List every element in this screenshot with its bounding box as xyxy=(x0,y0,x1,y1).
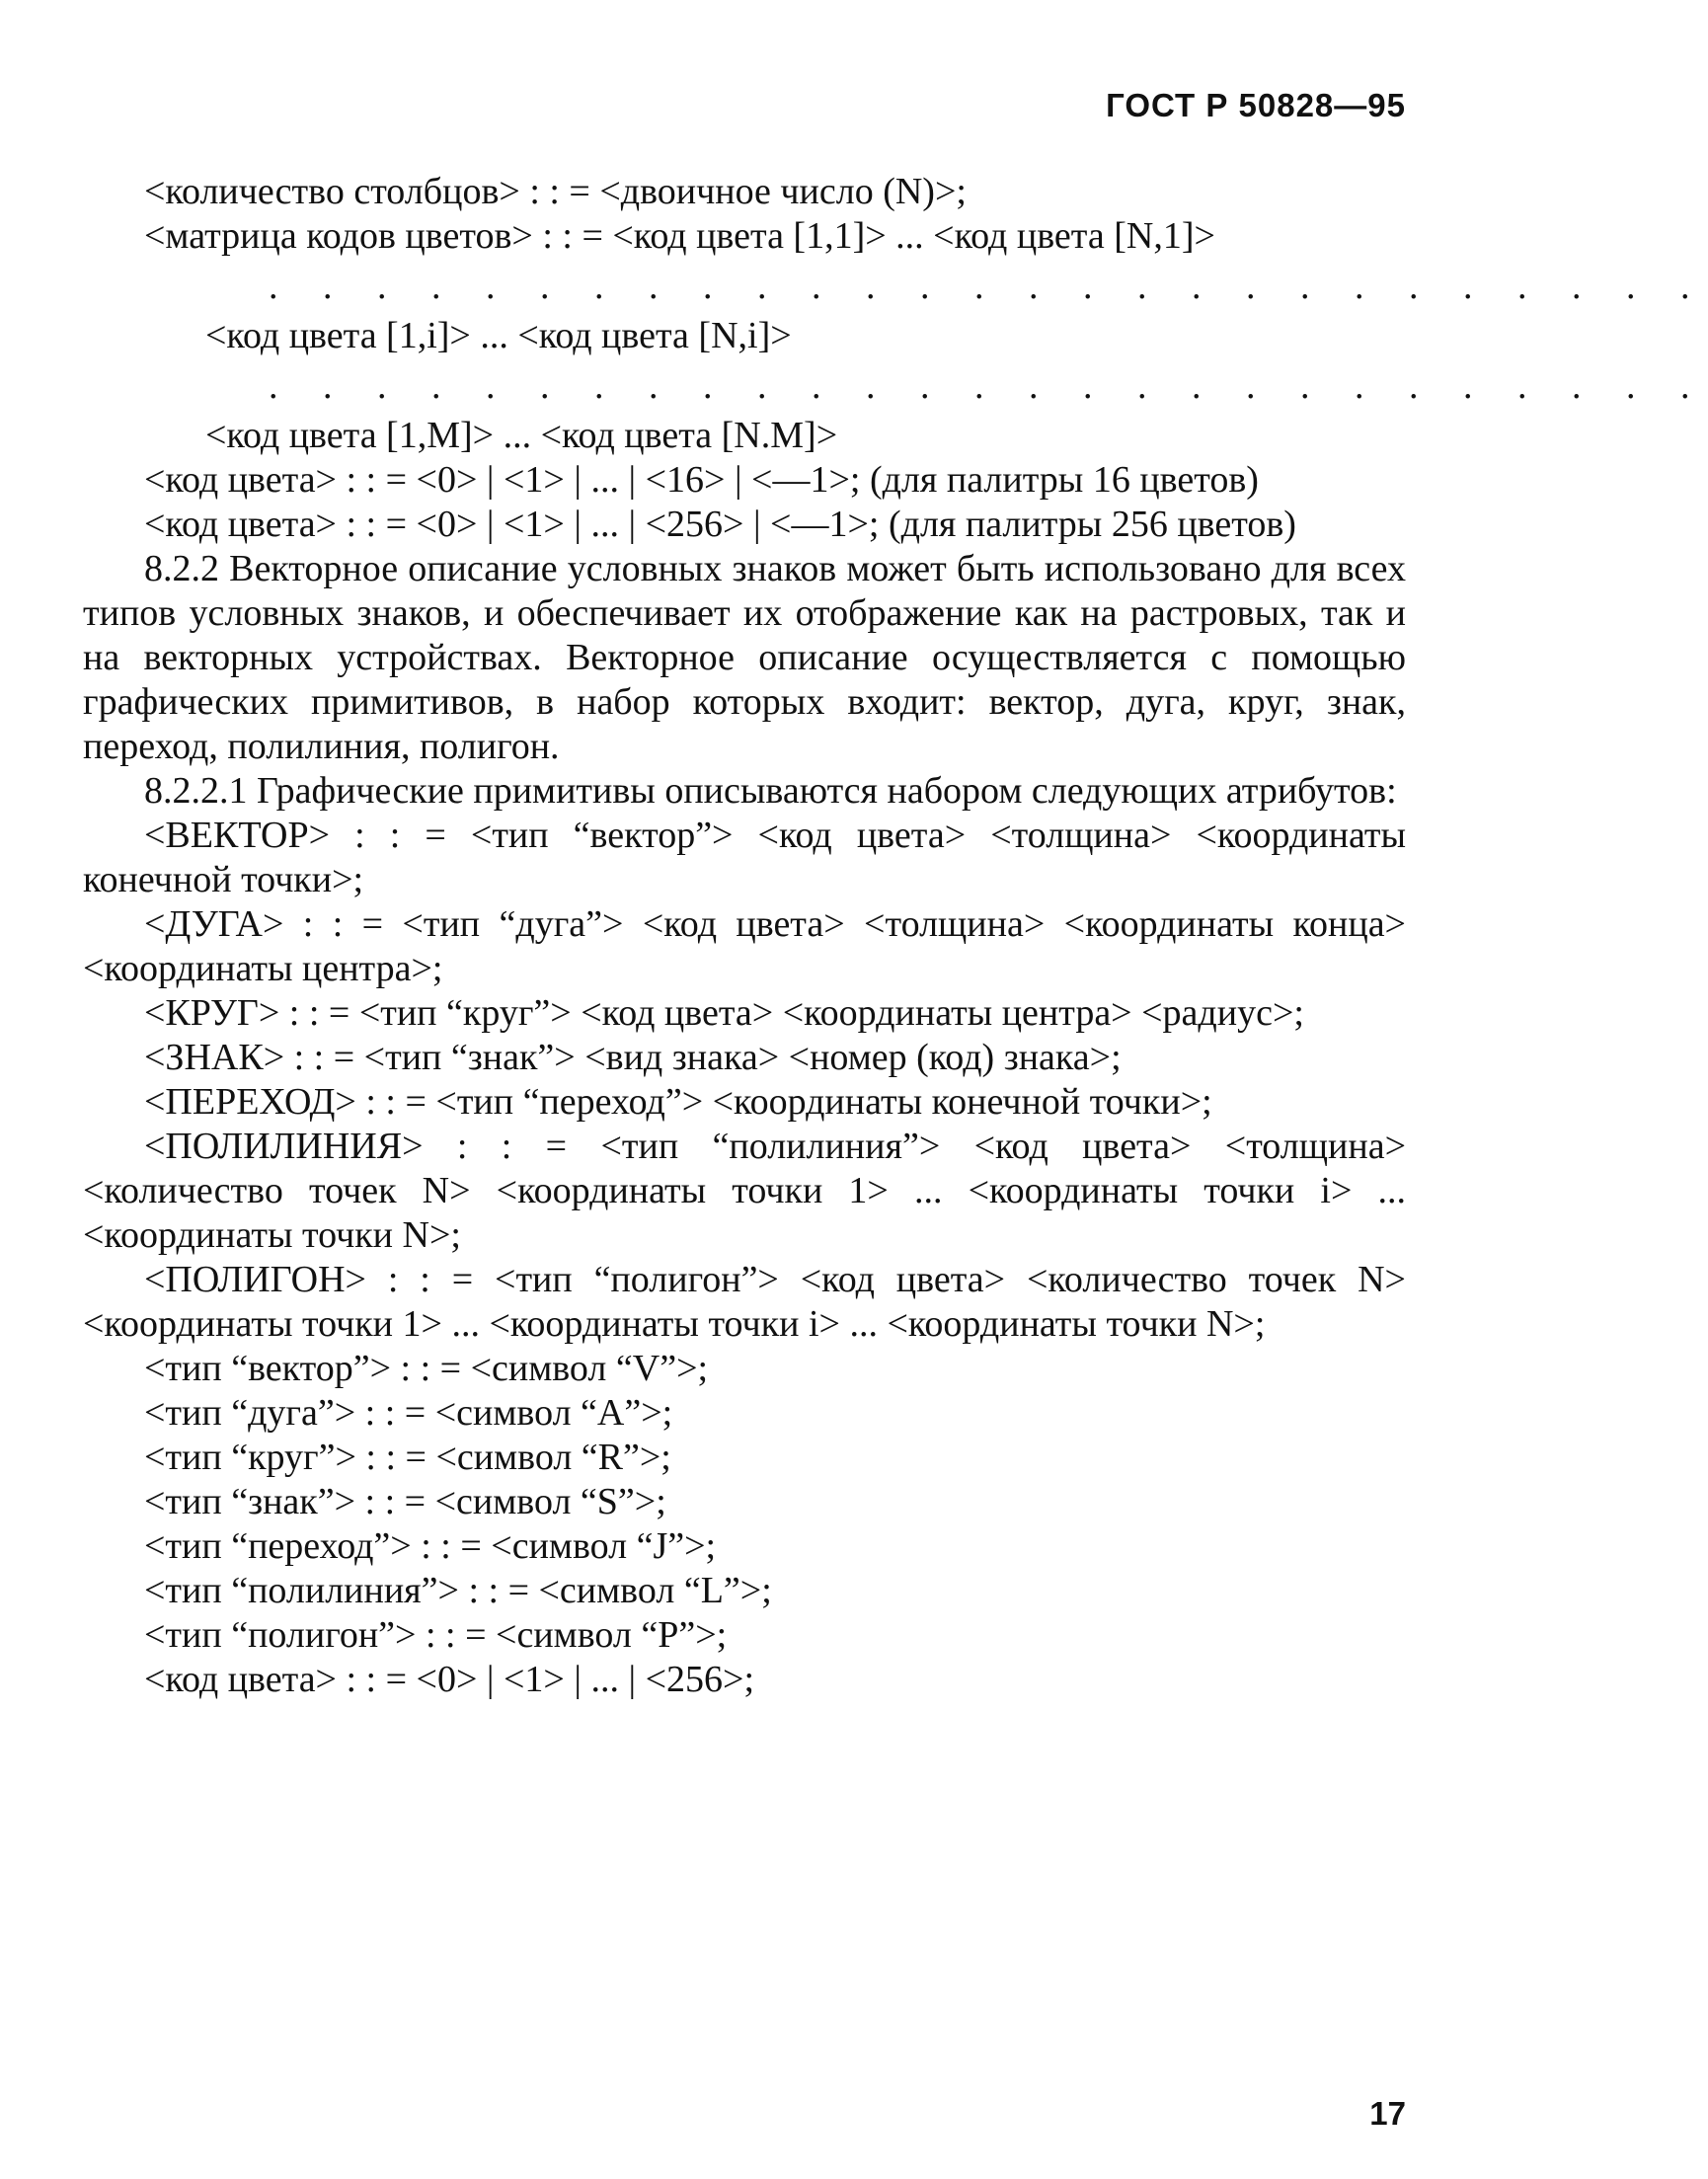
grammar-rule-column-count: <количество столбцов> : : = <двоичное число (N)>; xyxy=(144,171,967,212)
grammar-rule-type-polyline: <тип “полилиния”> : : = <символ “L”>; xyxy=(144,1570,772,1611)
grammar-rule-type-sign: <тип “знак”> : : = <символ “S”>; xyxy=(144,1481,666,1522)
grammar-rule-polygon: <ПОЛИГОН> : : = <тип “полигон”> <код цвета> <количество точек N> <координаты точки 1> ... <координаты точки i> ... <координаты точки N>; xyxy=(83,1259,1406,1345)
paragraph-8-2-2: 8.2.2 Векторное описание условных знаков может быть использовано для всех типов условных знаков, и обеспечивает их отображение как на растровых, так и на векторных устройствах. Векторное описание осуществляется с помощью графических примитивов, в набор которых входит: вектор, дуга, круг, знак, переход, полилиния, полигон. xyxy=(83,548,1406,767)
grammar-rule-color-matrix: <матрица кодов цветов> : : = <код цвета [1,1]> ... <код цвета [N,1]> xyxy=(144,215,1215,257)
grammar-rule-jump: <ПЕРЕХОД> : : = <тип “переход”> <координаты конечной точки>; xyxy=(144,1081,1212,1123)
grammar-rule-circle: <КРУГ> : : = <тип “круг”> <код цвета> <координаты центра> <радиус>; xyxy=(144,992,1304,1034)
grammar-rule-color-code-16: <код цвета> : : = <0> | <1> | ... | <16> | <—1>; (для палитры 16 цветов) xyxy=(144,459,1259,501)
grammar-rule-arc: <ДУГА> : : = <тип “дуга”> <код цвета> <толщина> <координаты конца> <координаты центра>; xyxy=(83,903,1406,989)
paragraph-8-2-2-1: 8.2.2.1 Графические примитивы описываются набором следующих атрибутов: xyxy=(144,770,1397,812)
matrix-row-m: <код цвета [1,M]> ... <код цвета [N.M]> xyxy=(205,415,838,456)
grammar-rule-vector: <ВЕКТОР> : : = <тип “вектор”> <код цвета> <толщина> <координаты конечной точки>; xyxy=(83,815,1406,900)
standard-designation: ГОСТ Р 50828—95 xyxy=(1106,87,1406,123)
grammar-rule-polyline: <ПОЛИЛИНИЯ> : : = <тип “полилиния”> <код цвета> <толщина> <количество точек N> <координаты точки 1> ... <координаты точки i> ... <координаты точки N>; xyxy=(83,1126,1406,1256)
matrix-row-i: <код цвета [1,i]> ... <код цвета [N,i]> xyxy=(205,315,792,356)
document-body xyxy=(83,170,1708,1702)
grammar-rule-sign: <ЗНАК> : : = <тип “знак”> <вид знака> <номер (код) знака>; xyxy=(144,1037,1122,1078)
grammar-rule-type-vector: <тип “вектор”> : : = <символ “V”>; xyxy=(144,1348,709,1389)
grammar-rule-type-jump: <тип “переход”> : : = <символ “J”>; xyxy=(144,1525,717,1567)
document-page xyxy=(83,79,1708,2133)
page-number: 17 xyxy=(1369,2095,1406,2132)
ellipsis-row: . . . . . . . . . . . . . . . . . . . . . . . . . . . xyxy=(269,365,1708,407)
ellipsis-row: . . . . . . . . . . . . . . . . . . . . . . . . . . . xyxy=(269,266,1708,307)
grammar-rule-type-circle: <тип “круг”> : : = <символ “R”>; xyxy=(144,1437,671,1478)
grammar-rule-type-polygon: <тип “полигон”> : : = <символ “P”>; xyxy=(144,1614,728,1656)
grammar-rule-color-code: <код цвета> : : = <0> | <1> | ... | <256>; xyxy=(144,1659,755,1700)
grammar-rule-color-code-256: <код цвета> : : = <0> | <1> | ... | <256> | <—1>; (для палитры 256 цветов) xyxy=(144,504,1296,545)
grammar-rule-type-arc: <тип “дуга”> : : = <символ “A”>; xyxy=(144,1392,673,1434)
